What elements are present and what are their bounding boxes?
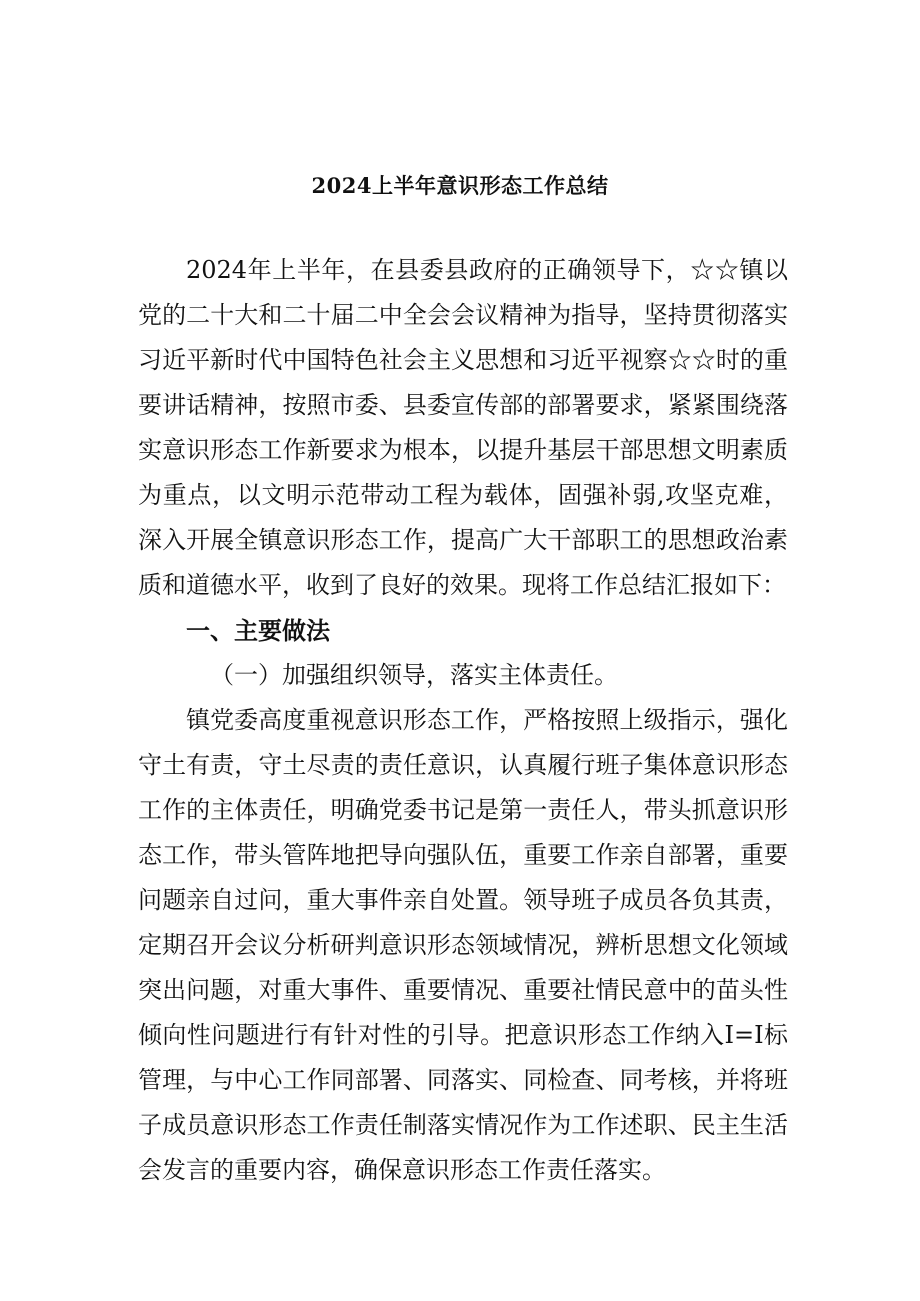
document-body <box>138 248 788 1193</box>
document-title: 2024上半年意识形态工作总结 <box>311 173 609 198</box>
subsection-heading: （一）加强组织领导，落实主体责任。 <box>210 661 618 689</box>
section-heading: 一、主要做法 <box>186 616 330 645</box>
intro-paragraph: 2024年上半年，在县委县政府的正确领导下，☆☆镇以党的二十大和二十届二中全会会议精神为指导，坚持贯彻落实习近平新时代中国特色社会主义思想和习近平视察☆☆时的重要讲话精神，按照市委、县委宣传部的部署要求，紧紧围绕落实意识形态工作新要求为根本，以提升基层干部思想文明素质为重点，以文明示范带动工程为载体，固强补弱,攻坚克难，深入开展全镇意识形态工作，提高广大干部职工的思想政治素质和道德水平，收到了良好的效果。现将工作总结汇报如下： <box>138 256 788 599</box>
body-paragraph: 镇党委高度重视意识形态工作，严格按照上级指示，强化守土有责，守土尽责的责任意识，认真履行班子集体意识形态工作的主体责任，明确党委书记是第一责任人，带头抓意识形态工作，带头管阵地把导向强队伍，重要工作亲自部署，重要问题亲自过问，重大事件亲自处置。领导班子成员各负其责，定期召开会议分析研判意识形态领域情况，辨析思想文化领域突出问题，对重大事件、重要情况、重要社情民意中的苗头性倾向性问题进行有针对性的引导。把意识形态工作纳入I=I标管理，与中心工作同部署、同落实、同检查、同考核，并将班子成员意识形态工作责任制落实情况作为工作述职、民主生活会发言的重要内容，确保意识形态工作责任落实。 <box>138 706 788 1184</box>
